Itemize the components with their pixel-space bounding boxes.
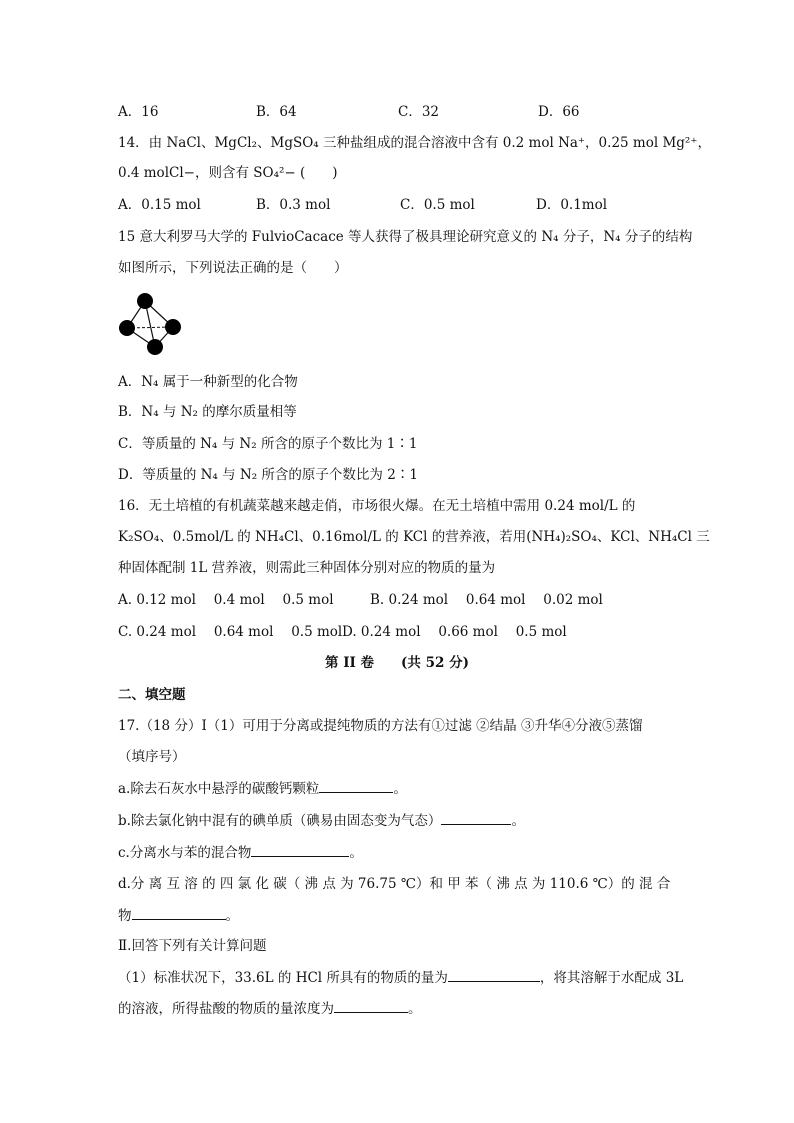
answer-blank-c[interactable]	[251, 843, 349, 857]
q14-option-b: B．0.3 mol	[256, 197, 331, 213]
end-mark: 。	[408, 1001, 422, 1017]
q17-stem-line1: 17.（18 分）Ⅰ（1）可用于分离或提纯物质的方法有①过滤 ②结晶 ③升华④分液⑤蒸馏	[118, 718, 643, 734]
q15-option-c: C．等质量的 N₄ 与 N₂ 所含的原子个数比为 1∶1	[118, 436, 418, 452]
answer-blank-moles[interactable]	[448, 968, 540, 982]
q16-stem-line2: K₂SO₄、0.5mol/L 的 NH₄Cl、0.16mol/L 的 KCl 的营养液，若用(NH₄)₂SO₄、KCl、NH₄Cl 三	[118, 529, 710, 545]
q13-option-b: B．64	[256, 104, 297, 120]
q15-stem-line1: 15 意大利罗马大学的 FulvioCacace 等人获得了极具理论研究意义的 N₄ 分子，N₄ 分子的结构	[118, 229, 693, 245]
q16-stem-line1: 16．无土培植的有机蔬菜越来越走俏，市场很火爆。在无土培植中需用 0.24 mol/L 的	[118, 498, 636, 514]
q16-option-d: D. 0.24 mol 0.66 mol 0.5 mol	[342, 624, 567, 640]
q14-stem-line2: 0.4 molCl−，则含有 SO₄²− ( )	[118, 165, 338, 181]
q13-option-a: A．16	[118, 104, 159, 120]
answer-blank-a[interactable]	[319, 779, 393, 793]
q17-calc1-text-a: （1）标准状况下，33.6L 的 HCl 所具有的物质的量为	[118, 970, 448, 986]
q17-item-c-text: c.分离水与苯的混合物	[118, 845, 252, 861]
q17-item-a	[118, 779, 407, 798]
end-mark: 。	[511, 813, 525, 829]
q17-item-d-line1: d.分 离 互 溶 的 四 氯 化 碳（ 沸 点 为 76.75 ℃）和 甲 苯（ 沸 点 为 110.6 ℃）的 混 合	[118, 876, 671, 892]
q16-option-c: C. 0.24 mol 0.64 mol 0.5 mol	[118, 624, 343, 640]
q17-calc1-text-b: ，将其溶解于水配成 3L	[539, 970, 684, 986]
q15-option-d: D．等质量的 N₄ 与 N₂ 所含的原子个数比为 2∶1	[118, 467, 418, 483]
end-mark: 。	[225, 908, 239, 924]
q17-item-c	[118, 843, 363, 862]
q16-stem-line3: 种固体配制 1L 营养液，则需此三种固体分别对应的物质的量为	[118, 560, 496, 576]
q17-item-d-text: 物	[118, 908, 132, 924]
section-ii-title: 第 II 卷 (共 52 分)	[325, 655, 469, 671]
q17-calc1-line1	[118, 968, 683, 987]
answer-blank-concentration[interactable]	[334, 999, 408, 1013]
q17-stem-line2: （填序号）	[118, 749, 186, 765]
q17-item-b-text: b.除去氯化钠中混有的碘单质（碘易由固态变为气态）	[118, 813, 442, 829]
q17-part2-title: Ⅱ.回答下列有关计算问题	[118, 938, 267, 954]
q17-item-b	[118, 811, 525, 830]
end-mark: 。	[349, 845, 363, 861]
answer-blank-b[interactable]	[441, 811, 511, 825]
q14-option-d: D．0.1mol	[536, 197, 608, 213]
q14-option-c: C．0.5 mol	[400, 197, 475, 213]
q13-option-c: C．32	[398, 104, 440, 120]
end-mark: 。	[393, 781, 407, 797]
q15-option-a: A．N₄ 属于一种新型的化合物	[118, 374, 298, 390]
q16-option-b: B. 0.24 mol 0.64 mol 0.02 mol	[370, 592, 603, 608]
q14-stem-line1: 14．由 NaCl、MgCl₂、MgSO₄ 三种盐组成的混合溶液中含有 0.2 mol Na⁺，0.25 mol Mg²⁺，	[118, 135, 711, 151]
q17-calc1-text-c: 的溶液，所得盐酸的物质的量浓度为	[118, 1001, 334, 1017]
q15-stem-line2: 如图所示，下列说法正确的是（ ）	[118, 260, 348, 276]
q14-option-a: A．0.15 mol	[118, 197, 201, 213]
q16-option-a: A. 0.12 mol 0.4 mol 0.5 mol	[118, 592, 334, 608]
n4-molecule-diagram	[113, 290, 193, 360]
q17-calc1-line2	[118, 999, 422, 1018]
fill-in-heading: 二、填空题	[118, 687, 186, 703]
answer-blank-d[interactable]	[132, 906, 226, 920]
q15-option-b: B．N₄ 与 N₂ 的摩尔质量相等	[118, 404, 297, 420]
q17-item-a-text: a.除去石灰水中悬浮的碳酸钙颗粒	[118, 781, 320, 797]
q17-item-d-line2	[118, 906, 239, 925]
q13-option-d: D．66	[538, 104, 580, 120]
